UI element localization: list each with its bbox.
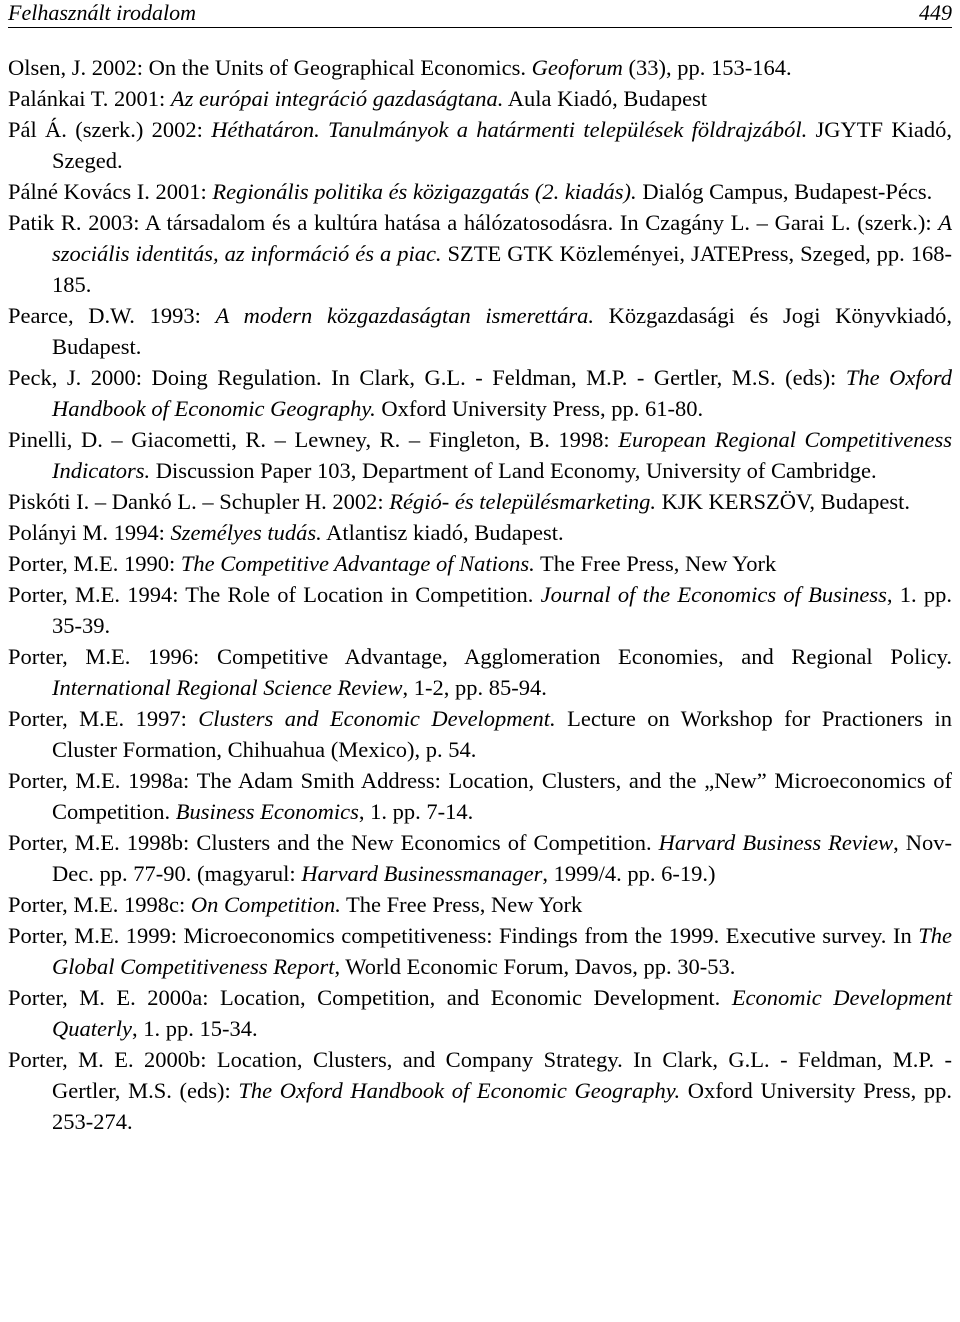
reference-italic-segment: Harvard Businessmanager: [301, 861, 543, 886]
reference-text-segment: Porter, M.E. 1994: The Role of Location in Competition.: [8, 582, 541, 607]
reference-text-segment: , 1999/4. pp. 6-19.): [542, 861, 716, 886]
reference-entry: [8, 703, 952, 765]
reference-text-segment: Discussion Paper 103, Department of Land Economy, University of Cambridge.: [150, 458, 877, 483]
reference-text-segment: Oxford University Press, pp. 61-80.: [375, 396, 704, 421]
reference-italic-segment: Az európai integráció gazdaságtana.: [170, 86, 504, 111]
reference-text-segment: Atlantisz kiadó, Budapest.: [321, 520, 564, 545]
reference-entry: [8, 207, 952, 300]
reference-italic-segment: The Competitive Advantage of Nations.: [180, 551, 535, 576]
reference-text-segment: Porter, M.E. 1996: Competitive Advantage, Agglomeration Economies, and Regional Policy.: [8, 644, 952, 669]
reference-text-segment: Porter, M.E. 1997:: [8, 706, 199, 731]
reference-italic-segment: Geoforum: [531, 55, 623, 80]
reference-italic-segment: Business Economics: [175, 799, 359, 824]
reference-italic-segment: Harvard Business Review: [658, 830, 894, 855]
reference-text-segment: , 1. pp. 35-39.: [52, 582, 952, 638]
reference-italic-segment: Regionális politika és közigazgatás (2. kiadás).: [212, 179, 637, 204]
reference-text-segment: Patik R. 2003: A társadalom és a kultúra hatása a hálózatosodásra. In Czagány L. – Garai L. (szerk.):: [8, 210, 939, 235]
reference-entry: [8, 548, 952, 579]
reference-entry: [8, 1044, 952, 1137]
reference-text-segment: Oxford University Press, pp. 253-274.: [52, 1078, 952, 1134]
reference-text-segment: Dialóg Campus, Budapest-Pécs.: [636, 179, 933, 204]
reference-text-segment: (33), pp. 153-164.: [622, 55, 792, 80]
reference-entry: [8, 424, 952, 486]
reference-text-segment: Pearce, D.W. 1993:: [8, 303, 216, 328]
reference-italic-segment: Economic Development Quaterly: [52, 985, 952, 1041]
reference-text-segment: Porter, M.E. 1999: Microeconomics competitiveness: Findings from the 1999. Executive survey. In: [8, 923, 919, 948]
reference-italic-segment: The Oxford Handbook of Economic Geography.: [238, 1078, 681, 1103]
reference-italic-segment: The Global Competitiveness Report: [52, 923, 952, 979]
reference-text-segment: , Nov-Dec. pp. 77-90. (magyarul:: [52, 830, 952, 886]
reference-text-segment: , 1. pp. 15-34.: [131, 1016, 258, 1041]
reference-entry: [8, 300, 952, 362]
reference-text-segment: JGYTF Kiadó, Szeged.: [52, 117, 952, 173]
reference-italic-segment: International Regional Science Review: [52, 675, 403, 700]
reference-text-segment: Közgazdasági és Jogi Könyvkiadó, Budapest.: [52, 303, 952, 359]
reference-entry: [8, 827, 952, 889]
reference-entry: [8, 579, 952, 641]
reference-italic-segment: The Oxford Handbook of Economic Geography.: [52, 365, 952, 421]
reference-text-segment: Aula Kiadó, Budapest: [503, 86, 708, 111]
reference-text-segment: SZTE GTK Közleményei, JATEPress, Szeged, pp. 168-185.: [52, 241, 952, 297]
reference-text-segment: Olsen, J. 2002: On the Units of Geographical Economics.: [8, 55, 532, 80]
reference-italic-segment: European Regional Competitiveness Indicators.: [52, 427, 953, 483]
reference-text-segment: Porter, M.E. 1998c:: [8, 892, 191, 917]
reference-italic-segment: Journal of the Economics of Business: [540, 582, 887, 607]
reference-italic-segment: Régió- és településmarketing.: [389, 489, 657, 514]
reference-text-segment: , 1-2, pp. 85-94.: [402, 675, 547, 700]
reference-text-segment: , World Economic Forum, Davos, pp. 30-53.: [334, 954, 736, 979]
reference-entry: [8, 641, 952, 703]
reference-text-segment: Porter, M.E. 1990:: [8, 551, 181, 576]
reference-entry: [8, 486, 952, 517]
reference-italic-segment: Héthatáron. Tanulmányok a határmenti települések földrajzából.: [211, 117, 808, 142]
header-title: Felhasznált irodalom: [8, 0, 197, 25]
reference-entry: [8, 114, 952, 176]
reference-entry: [8, 517, 952, 548]
reference-entry: [8, 83, 952, 114]
reference-entry: [8, 920, 952, 982]
reference-entry: [8, 982, 952, 1044]
reference-italic-segment: A modern közgazdaságtan ismerettára.: [215, 303, 594, 328]
reference-entry: [8, 52, 952, 83]
reference-entry: [8, 889, 952, 920]
reference-italic-segment: Személyes tudás.: [170, 520, 322, 545]
reference-text-segment: The Free Press, New York: [534, 551, 777, 576]
reference-text-segment: Palánkai T. 2001:: [8, 86, 171, 111]
reference-list: [8, 52, 952, 1137]
reference-text-segment: Porter, M.E. 1998a: The Adam Smith Address: Location, Clusters, and the „New” Microeconomics of Competition.: [8, 768, 952, 824]
reference-italic-segment: Clusters and Economic Development.: [198, 706, 556, 731]
reference-text-segment: KJK KERSZÖV, Budapest.: [656, 489, 911, 514]
reference-text-segment: Polányi M. 1994:: [8, 520, 171, 545]
reference-text-segment: Lecture on Workshop for Practioners in Cluster Formation, Chihuahua (Mexico), p. 54.: [52, 706, 952, 762]
reference-entry: [8, 765, 952, 827]
reference-text-segment: Pálné Kovács I. 2001:: [8, 179, 213, 204]
reference-italic-segment: On Competition.: [190, 892, 341, 917]
reference-text-segment: Peck, J. 2000: Doing Regulation. In Clark, G.L. - Feldman, M.P. - Gertler, M.S. (eds):: [8, 365, 846, 390]
reference-text-segment: , 1. pp. 7-14.: [358, 799, 474, 824]
reference-text-segment: Pinelli, D. – Giacometti, R. – Lewney, R. – Fingleton, B. 1998:: [8, 427, 619, 452]
running-header: [8, 0, 952, 28]
reference-entry: [8, 362, 952, 424]
reference-text-segment: Porter, M.E. 1998b: Clusters and the New Economics of Competition.: [8, 830, 659, 855]
reference-text-segment: The Free Press, New York: [340, 892, 583, 917]
page-number: 449: [919, 0, 952, 25]
reference-text-segment: Pál Á. (szerk.) 2002:: [8, 117, 212, 142]
reference-italic-segment: A szociális identitás, az információ és a piac.: [52, 210, 952, 266]
reference-entry: [8, 176, 952, 207]
reference-text-segment: Porter, M. E. 2000b: Location, Clusters, and Company Strategy. In Clark, G.L. - Feldman, M.P. - Gertler, M.S. (eds):: [8, 1047, 952, 1103]
reference-text-segment: Porter, M. E. 2000a: Location, Competition, and Economic Development.: [8, 985, 732, 1010]
reference-text-segment: Piskóti I. – Dankó L. – Schupler H. 2002:: [8, 489, 390, 514]
